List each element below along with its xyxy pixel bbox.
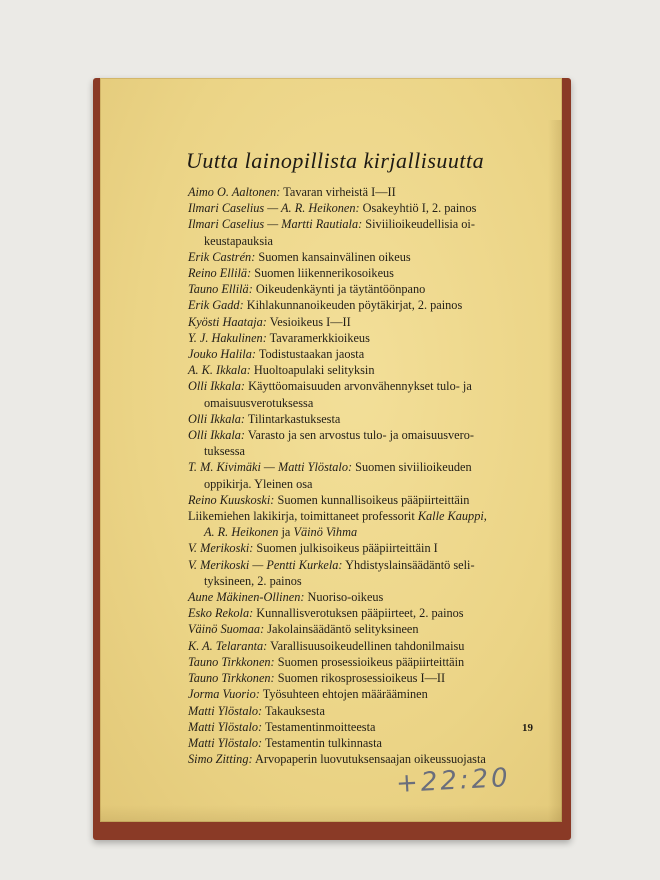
list-item [188,314,550,330]
list-item [188,686,550,702]
list-item [188,297,550,313]
list-item [188,621,550,637]
book-title: Tilintarkastuksesta [247,411,341,426]
book-title: Vesioikeus I—II [269,314,351,329]
list-item-continuation [188,443,550,459]
list-item [188,492,550,508]
book-title: Siviilioikeudellisia oi- [365,217,475,232]
author-name: Aune Mäkinen-Ollinen: [188,590,305,605]
list-item-continuation [188,395,550,411]
list-item [188,427,550,443]
list-item [188,719,550,735]
list-item [188,281,550,297]
book-title: Suomen liikennerikosoikeus [254,266,394,281]
author-name: Jouko Halila: [188,347,256,362]
book-title: Suomen siviilioikeuden [355,460,472,475]
author-name: Kyösti Haataja: [188,314,267,329]
book-title: Oikeudenkäynti ja täytäntöönpano [255,282,426,297]
editor-name: A. R. Heikonen [204,525,279,540]
list-item [188,735,550,751]
book-title: Kihlakunnanoikeuden pöytäkirjat, 2. painos [246,298,463,313]
list-item [188,557,550,573]
author-name: Tauno Tirkkonen: [188,671,275,686]
author-name: Ilmari Caselius — Martti Rautiala: [188,217,363,232]
book-title: Liikemiehen lakikirja, toimittaneet professorit [188,509,415,524]
book-title: Testamentinmoitteesta [265,719,376,734]
list-item-continuation [188,524,550,540]
author-name: Olli Ikkala: [188,379,246,394]
book-title: Osakeyhtiö I, 2. painos [362,201,477,216]
jacket-bottom-shadow [100,805,562,822]
author-name: Tauno Tirkkonen: [188,654,275,669]
list-item [188,200,550,216]
author-name: Erik Gadd: [188,298,244,313]
book-title: Testamentin tulkinnasta [265,735,382,750]
list-item [188,378,550,394]
list-item [188,362,550,378]
author-name: Jorma Vuorio: [188,687,260,702]
book-title: Varasto ja sen arvostus tulo- ja omaisuusvero- [247,428,474,443]
list-item [188,330,550,346]
author-name: Matti Ylöstalo: [188,735,263,750]
book-title: Jakolainsäädäntö selityksineen [267,622,419,637]
author-name: Matti Ylöstalo: [188,719,263,734]
book-title: Todistustaakan jaosta [258,347,365,362]
book-title: Suomen kunnallisoikeus pääpiirteittäin [277,492,470,507]
handwritten-price-mark: +22:20 [395,763,512,799]
page-number: 19 [522,722,533,734]
author-name: Ilmari Caselius — A. R. Heikonen: [188,201,360,216]
list-item [188,540,550,556]
book-title-continued: ja [281,525,291,540]
book-title: Arvopaperin luovutuksensaajan oikeussuojasta [254,752,486,767]
list-item [188,703,550,719]
list-item [188,411,550,427]
book-title: Varallisuusoikeudellinen tahdonilmaisu [270,638,465,653]
list-item-continuation [188,476,550,492]
book-title-continued: tuksessa [204,444,245,459]
book-title: Suomen kansainvälinen oikeus [258,249,411,264]
book-title: Yhdistyslainsäädäntö seli- [345,557,475,572]
book-title: Tavaramerkkioikeus [269,330,370,345]
author-name: Erik Castrén: [188,249,256,264]
book-title: Kunnallisverotuksen pääpiirteet, 2. painos [256,606,464,621]
book-title: Työsuhteen ehtojen määrääminen [262,687,428,702]
book-title: Nuoriso-oikeus [307,590,384,605]
book-title: Takauksesta [265,703,325,718]
book-title: Suomen julkisoikeus pääpiirteittäin I [256,541,438,556]
book-title: Suomen prosessioikeus pääpiirteittäin [277,654,465,669]
author-name: Simo Zitting: [188,752,253,767]
author-name: V. Merikoski — Pentti Kurkela: [188,557,343,572]
list-item [188,654,550,670]
book-title-continued: omaisuusverotuksessa [204,395,314,410]
list-item [188,670,550,686]
author-name: Aimo O. Aaltonen: [188,185,281,199]
editor-name: Kalle Kauppi, [417,509,487,524]
book-title-continued: keustapauksia [204,233,273,248]
list-item [188,265,550,281]
author-name: V. Merikoski: [188,541,254,556]
book-list [188,184,550,767]
book-title: Käyttöomaisuuden arvonvähennykset tulo- ja [248,379,472,394]
author-name: A. K. Ikkala: [188,363,251,378]
list-item [188,216,550,232]
author-name: Reino Kuuskoski: [188,492,275,507]
jacket-fold-shadow [548,120,562,822]
list-item [188,638,550,654]
author-name: Tauno Ellilä: [188,282,253,297]
book-title: Tavaran virheistä I—II [283,185,396,199]
author-name: Olli Ikkala: [188,411,246,426]
list-item [188,184,550,200]
list-item [188,508,550,524]
page-title: Uutta lainopillista kirjallisuutta [186,148,485,173]
author-name: Reino Ellilä: [188,266,252,281]
author-name: Matti Ylöstalo: [188,703,263,718]
author-name: K. A. Telaranta: [188,638,268,653]
author-name: Y. J. Hakulinen: [188,330,267,345]
list-item [188,589,550,605]
book-title: Huoltoapulaki selityksin [253,363,375,378]
list-item [188,459,550,475]
list-item [188,249,550,265]
editor-name: Väinö Vihma [293,525,358,540]
list-item [188,605,550,621]
book-title: Suomen rikosprosessioikeus I—II [277,671,446,686]
author-name: Esko Rekola: [188,606,254,621]
book-title-continued: tyksineen, 2. painos [204,573,302,588]
list-item-continuation [188,573,550,589]
author-name: T. M. Kivimäki — Matti Ylöstalo: [188,460,353,475]
book-title-continued: oppikirja. Yleinen osa [204,476,313,491]
author-name: Väinö Suomaa: [188,622,265,637]
list-item-continuation [188,233,550,249]
list-item [188,346,550,362]
author-name: Olli Ikkala: [188,428,246,443]
